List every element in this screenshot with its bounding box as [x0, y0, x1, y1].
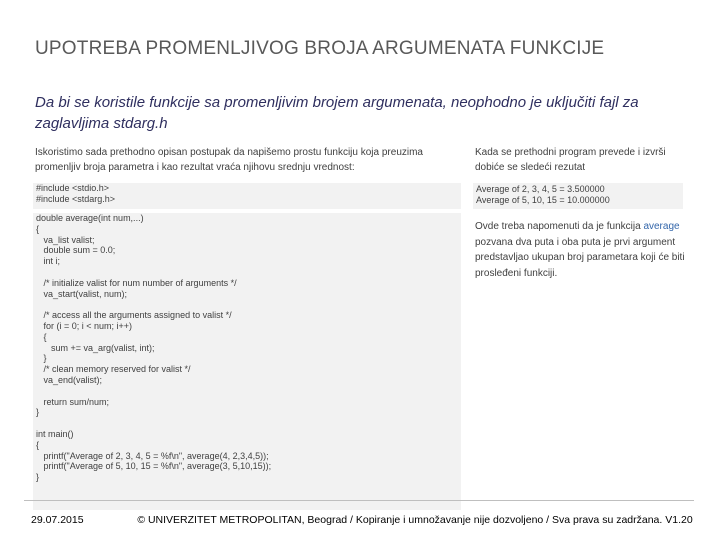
left-intro-text: Iskoristimo sada prethodno opisan postupak da napišemo prostu funkciju koja preuzima promenljiv broja parametra i kao rezultat vraća njihovu srednju vrednost: [35, 147, 423, 173]
footer-divider [24, 500, 694, 501]
note-text-before: Ovde treba napomenuti da je funkcija [475, 221, 644, 232]
note-paragraph [475, 219, 690, 281]
slide-title: UPOTREBA PROMENLJIVOG BROJA ARGUMENATA FUNKCIJE [35, 38, 605, 59]
right-intro-text: Kada se prethodni program prevede i izvrši dobiće se sledeći rezutat [475, 147, 666, 173]
code-listing: double average(int num,...) { va_list valist; double sum = 0.0; int i; /* initialize valist for num number of arguments */ va_start(valist, num); /* access all the arguments assigned to valist */ for (i = 0; i < num; i++) { sum += va_arg(valist, int); } /* clean memory reserved for valist */ va_end(valist); return sum/num; } int main() { printf("Average of 2, 3, 4, 5 = %f\n", average(4, 2,3,4,5)); printf("Average of 5, 10, 15 = %f\n", average(3, 5,10,15)); } [33, 213, 461, 510]
program-output: Average of 2, 3, 4, 5 = 3.500000 Average of 5, 10, 15 = 10.000000 [473, 183, 683, 209]
function-name-highlight: average [643, 221, 680, 232]
footer-date: 29.07.2015 [31, 514, 84, 526]
footer-copyright: © UNIVERZITET METROPOLITAN, Beograd / Kopiranje i umnožavanje nije dozvoljeno / Sva prava su zadržana. V1.20 [137, 514, 693, 526]
code-includes: #include <stdio.h> #include <stdarg.h> [33, 183, 461, 209]
slide-subtitle: Da bi se koristile funkcije sa promenljivim brojem argumenata, neophodno je uključiti fajl za zaglavljima stdarg.h [35, 94, 639, 132]
note-text-after: pozvana dva puta i oba puta je prvi argument predstavljao ukupan broj parametara koji će biti prosleđeni funkciji. [475, 236, 685, 279]
